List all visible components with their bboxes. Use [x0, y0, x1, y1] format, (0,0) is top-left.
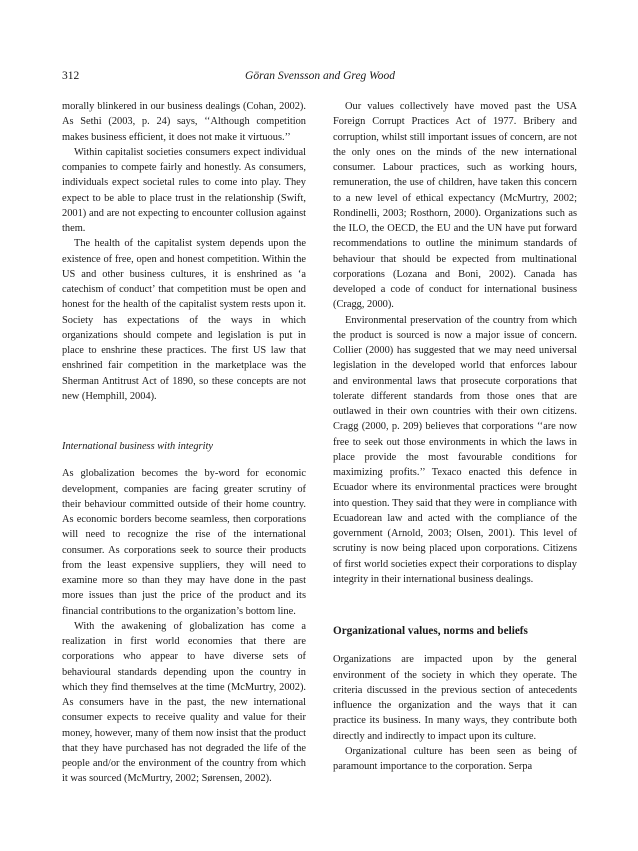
paragraph: Our values collectively have moved past the USA Foreign Corrupt Practices Act of 1977. Bribery and corruption, whilst still important issues of concern, are not the only ones on the minds of the new international consumer. Labour practices, such as working hours, remuneration, the use of children, have taken this concern to a new level of ethical expectancy (McMurtry, 2002; Rondinelli, 2003; Rosthorn, 2000). Organizations such as the ILO, the OECD, the EU and the UN have put forward recommendations to outline the minimum standards of behaviour that should be expected from multinational corporations (Lozana and Boni, 2002). Canada has developed a code of conduct for international business (Cragg, 2000). — [333, 101, 577, 311]
section-heading: Organizational values, norms and beliefs — [333, 625, 528, 637]
paragraph: Organizations are impacted upon by the general environment of the society in which they operate. The criteria discussed in the previous section of antecedents influence the organization and the ways that it can practice its business. In many ways, they contribute both directly and indirectly to impact upon its culture. — [333, 654, 577, 742]
paragraph: Within capitalist societies consumers expect individual companies to compete fairly and honestly. As consumers, individuals expect societal rules to come into play. They expect to be able to place trust in the relationship (Swift, 2001) and are not expecting to encounter collusion against them. — [62, 146, 306, 234]
paragraph: morally blinkered in our business dealings (Cohan, 2002). As Sethi (2003, p. 24) says, ‘‘Although competition makes business efficient, it does not make it virtuous.’’ — [62, 101, 306, 143]
paragraph: The health of the capitalist system depends upon the existence of free, open and honest competition. Within the US and other business cultures, it is enshrined as ‘a catechism of conduct’ that competition must be open and honest for the health of the capitalist system rests upon it. Society has expectations of the ways in which organizations should compete and legislation is put in place to enshrine these practices. The first US law that enshrined fair competition in the marketplace was the Sherman Antitrust Act of 1890, so these concepts are not new (Hemphill, 2004). — [62, 238, 306, 402]
paragraph: Environmental preservation of the country from which the product is sourced is now a major issue of concern. Collier (2000) has suggested that we may need universal legislation in the developed world that enforces labour and environmental laws that prosecute corporations that tolerate different standards from those ones that are outlawed in their own countries with their own citizens. Cragg (2000, p. 209) believes that corporations ‘‘are now free to seek out those environments in which the laws in place provide the most favourable conditions for maximizing profits.’’ Texaco enacted this defence in Ecuador where its environmental practices were brought into question. They said that they were in compliance with Ecuadorean law and acted with the compliance of the government (Arnold, 2003; Olsen, 2001). This level of scrutiny is now being placed upon corporations. Citizens of first world societies expect their corporations to display integrity in their international business dealings. — [333, 314, 577, 585]
left-column — [62, 99, 306, 787]
page-header — [62, 70, 578, 86]
right-column — [333, 99, 577, 774]
paragraph: As globalization becomes the by-word for economic development, companies are facing greater scrutiny of their behaviour committed outside of their home country. As economic borders become seamless, then corporations will need to recognize the rise of the international consumer. As corporations seek to source their products from the least expensive suppliers, they will need to examine more so than they may have done in the past more issues than just the price of the product and its financial contributions to the organization’s bottom line. — [62, 468, 306, 617]
running-head: Göran Svensson and Greg Wood — [245, 70, 395, 82]
section-heading: International business with integrity — [62, 441, 213, 452]
paragraph: With the awakening of globalization has come a realization in first world economies that there are corporations who appear to have diverse sets of behavioural standards depending upon the country in which they find themselves at the time (McMurtry, 2002). As consumers have in the past, the new international consumer expects to receive quality and value for their money, however, many of them now insist that the product that they have purchased has not degraded the life of the people and/or the environment of the country from which it was sourced (McMurtry, 2002; Sørensen, 2002). — [62, 620, 306, 785]
page-number: 312 — [62, 70, 80, 82]
paragraph: Organizational culture has been seen as being of paramount importance to the corporation. Serpa — [333, 745, 577, 772]
